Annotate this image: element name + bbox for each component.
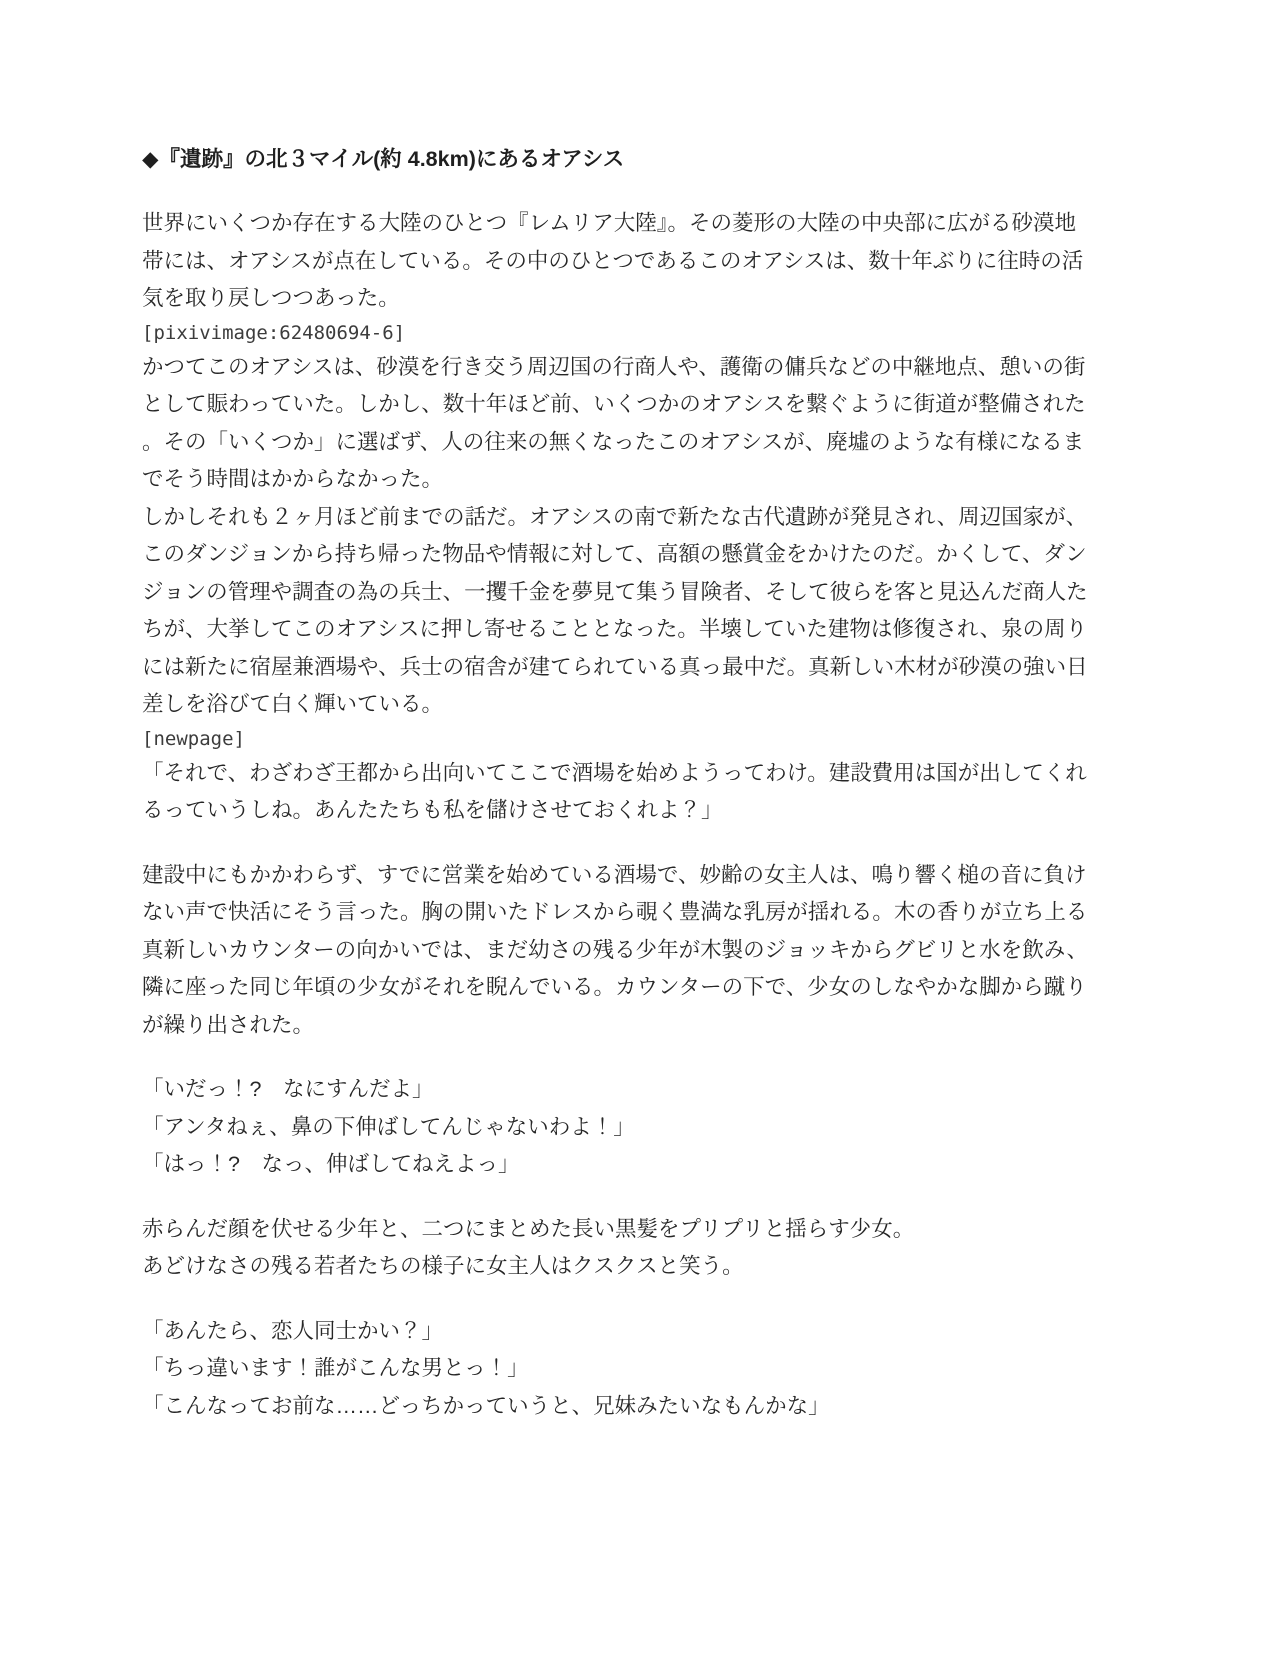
text-line: しかしそれも２ヶ月ほど前までの話だ。オアシスの南で新たな古代遺跡が発見され、周辺国家が、: [142, 504, 1088, 529]
section-heading: ◆『遺跡』の北３マイル(約 4.8km)にあるオアシス: [142, 147, 625, 171]
text-line: ない声で快活にそう言った。胸の開いたドレスから覗く豊満な乳房が揺れる。木の香りが立ち上る: [142, 900, 1088, 924]
text-line: このダンジョンから持ち帰った物品や情報に対して、高額の懸賞金をかけたのだ。かくして、ダン: [142, 542, 1087, 566]
text-line: あどけなさの残る若者たちの様子に女主人はクスクスと笑う。: [142, 1254, 744, 1278]
text-line: 「こんなってお前な……どっちかっていうと、兄妹みたいなもんかな」: [142, 1393, 830, 1418]
text-line: ジョンの管理や調査の為の兵士、一攫千金を夢見て集う冒険者、そして彼らを客と見込んだ商人た: [142, 579, 1088, 604]
text-line: ちが、大挙してこのオアシスに押し寄せることとなった。半壊していた建物は修復され、泉の周り: [142, 617, 1088, 641]
text-line: 帯には、オアシスが点在している。その中のひとつであるこのオアシスは、数十年ぶりに往時の活: [142, 248, 1084, 273]
text-line: でそう時間はかからなかった。: [142, 467, 444, 491]
markup-tag-line: [newpage]: [142, 727, 245, 750]
blank-line: [142, 1184, 1072, 1211]
blank-line: [142, 1286, 1072, 1313]
text-line: るっていうしね。あんたたちも私を儲けさせておくれよ？」: [142, 798, 723, 822]
text-line: 「それで、わざわざ王都から出向いてここで酒場を始めようってわけ。建設費用は国が出してくれ: [142, 760, 1087, 785]
text-line: 「あんたら、恋人同士かい？」: [142, 1318, 444, 1343]
text-line: が繰り出された。: [142, 1012, 315, 1037]
text-line: として賑わっていた。しかし、数十年ほど前、いくつかのオアシスを繋ぐように街道が整備された: [142, 392, 1086, 416]
blank-line: [142, 1044, 1072, 1071]
text-line: には新たに宿屋兼酒場や、兵士の宿舎が建てられている真っ最中だ。真新しい木材が砂漠の強い日: [142, 654, 1088, 679]
text-line: 「ちっ違います！誰がこんな男とっ！」: [142, 1356, 529, 1380]
text-line: 隣に座った同じ年頃の少女がそれを睨んでいる。カウンターの下で、少女のしなやかな脚から蹴り: [142, 975, 1087, 999]
blank-line: [142, 178, 1072, 205]
text-line: 。その「いくつか」に選ばず、人の往来の無くなったこのオアシスが、廃墟のような有様になるま: [142, 429, 1085, 454]
text-line: 「アンタねぇ、鼻の下伸ばしてんじゃないわよ！」: [142, 1114, 635, 1139]
blank-line: [142, 830, 1072, 857]
text-line: 「いだっ！? なにすんだよ」: [142, 1077, 434, 1101]
text-line: 真新しいカウンターの向かいでは、まだ幼さの残る少年が木製のジョッキからグビリと水を飲み、: [142, 937, 1089, 962]
novel-text-body: [142, 140, 1089, 1425]
text-line: 「はっ！? なっ、伸ばしてねえよっ」: [142, 1152, 520, 1176]
text-line: 建設中にもかかわらず、すでに営業を始めている酒場で、妙齢の女主人は、鳴り響く槌の音に負け: [142, 862, 1087, 887]
markup-tag-line: [pixivimage:62480694-6]: [142, 321, 406, 344]
text-line: 世界にいくつか存在する大陸のひとつ『レムリア大陸』。その菱形の大陸の中央部に広がる砂漠地: [142, 211, 1076, 235]
text-line: 赤らんだ顔を伏せる少年と、二つにまとめた長い黒髪をプリプリと揺らす少女。: [142, 1216, 915, 1241]
text-line: 差しを浴びて白く輝いている。: [142, 692, 444, 716]
text-line: かつてこのオアシスは、砂漠を行き交う周辺国の行商人や、護衛の傭兵などの中継地点、憩いの街: [142, 354, 1086, 379]
text-line: 気を取り戻しつつあった。: [142, 286, 400, 310]
